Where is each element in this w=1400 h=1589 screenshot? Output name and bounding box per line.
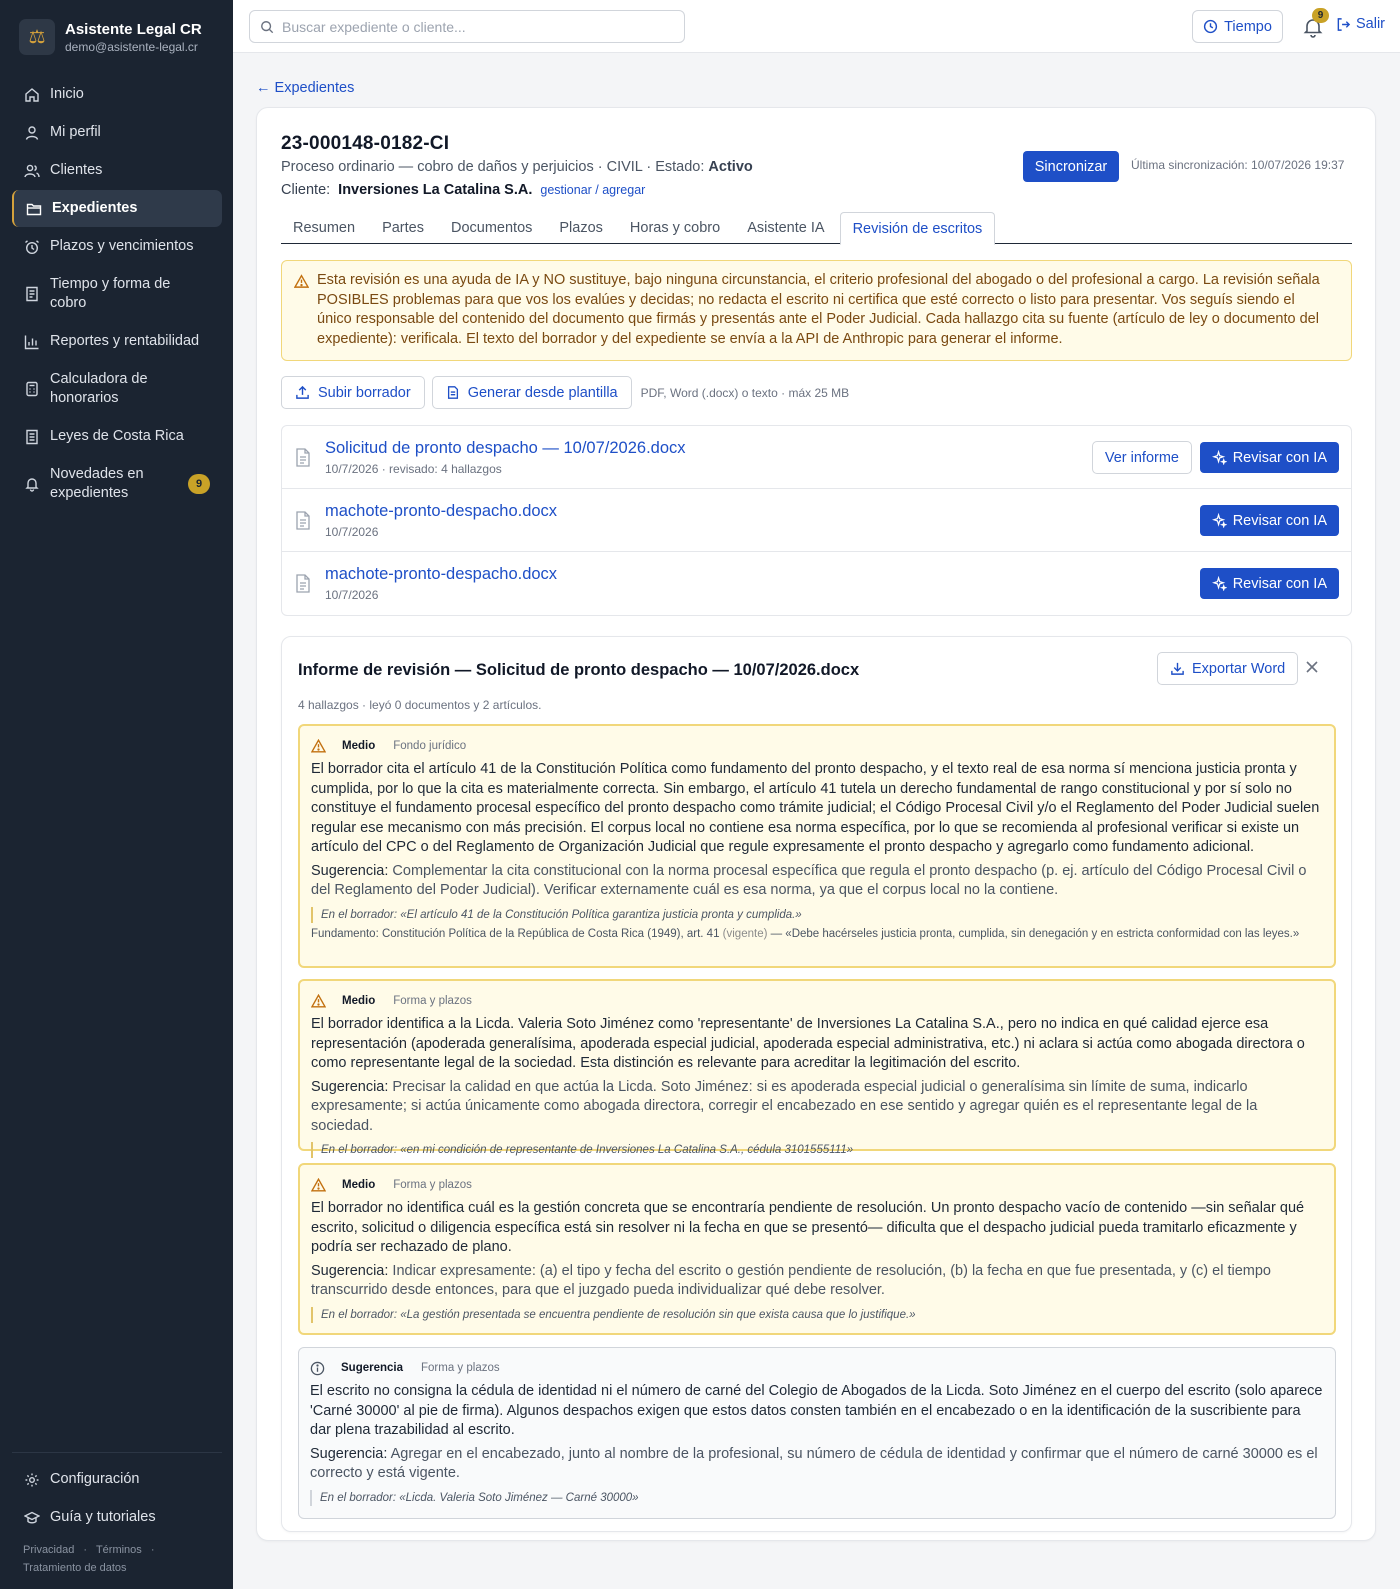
report-title: Informe de revisión — Solicitud de pronto despacho — 10/07/2026.docx bbox=[298, 661, 860, 679]
sidebar-item-tiempo[interactable] bbox=[12, 266, 222, 322]
review-report-panel bbox=[281, 636, 1352, 1532]
sidebar-item-leyes[interactable] bbox=[12, 418, 222, 455]
tab-revision-escritos[interactable]: Revisión de escritos bbox=[840, 212, 996, 245]
sidebar-item-label: Clientes bbox=[50, 162, 103, 178]
file-icon bbox=[295, 511, 311, 530]
search-icon bbox=[260, 20, 274, 34]
finding-quote: En el borrador: «La gestión presentada se encuentra pendiente de resolución sin que exista causa que lo justifique.» bbox=[311, 1307, 1323, 1323]
sidebar-item-perfil[interactable] bbox=[12, 114, 222, 151]
search-box bbox=[249, 10, 685, 43]
case-meta bbox=[281, 159, 753, 175]
generate-from-template-button[interactable] bbox=[432, 376, 632, 409]
warning-icon bbox=[311, 994, 326, 1008]
sidebar-nav bbox=[12, 76, 222, 513]
list-item bbox=[282, 552, 1351, 615]
tab-horas-cobro[interactable]: Horas y cobro bbox=[629, 220, 721, 236]
upload-hint: PDF, Word (.docx) o texto · máx 25 MB bbox=[640, 385, 850, 400]
review-with-ai-button[interactable] bbox=[1200, 505, 1339, 536]
logout-button[interactable] bbox=[1336, 16, 1385, 32]
sidebar-item-label: Calculadora de honorarios bbox=[50, 371, 148, 406]
suggestion-text: Precisar la calidad en que actúa la Licda. Soto Jiménez: si es apoderada especial judicial o generalísima sin límite de suma, indicarlo expresamente; si actúa únicamente como abogada directora, corregir el encabezado en ese sentido y agregar quién es el representante legal de la sociedad. bbox=[311, 1078, 1258, 1134]
sidebar bbox=[0, 0, 233, 1589]
file-name[interactable]: Solicitud de pronto despacho — 10/07/2026.docx bbox=[325, 439, 686, 457]
suggestion-prefix: Sugerencia: bbox=[311, 1078, 389, 1095]
folder-icon bbox=[26, 201, 42, 217]
tab-documentos[interactable]: Documentos bbox=[450, 220, 533, 236]
finding-text: El escrito no consigna la cédula de identidad ni el número de carné del Colegio de Abogados de la Licda. Soto Jiménez en el cuerpo del escrito (solo aparece 'Carné 30000' al pie de firma). Algunos despachos exigen que estos datos consten también en el encabezado o en la identificación de la suscribiente para dar plena trazabilidad al escrito. bbox=[310, 1383, 1323, 1438]
close-icon[interactable] bbox=[1304, 659, 1320, 675]
finding-quote: En el borrador: «en mi condición de representante de Inversiones La Catalina S.A., cédula 3101555111» bbox=[311, 1142, 1323, 1158]
suggestion-text: Indicar expresamente: (a) el tipo y fecha del escrito o gestión pendiente de resolución, (b) la fecha en que fue presentada, y (c) el tiempo transcurrido desde entonces, para que el juzgado pueda individualizar qué debe resolver. bbox=[311, 1262, 1271, 1298]
tab-partes[interactable]: Partes bbox=[382, 220, 424, 236]
notification-badge: 9 bbox=[188, 474, 210, 494]
sidebar-item-label: Inicio bbox=[50, 86, 84, 102]
finding-quote: En el borrador: «Licda. Valeria Soto Jiménez — Carné 30000» bbox=[310, 1490, 1324, 1506]
sidebar-item-plazos[interactable] bbox=[12, 228, 222, 265]
finding-suggestion bbox=[311, 1262, 1323, 1301]
case-tabs bbox=[281, 212, 1352, 244]
finding-header bbox=[310, 1360, 1324, 1376]
file-icon bbox=[295, 448, 311, 467]
finding-suggestion bbox=[311, 862, 1323, 901]
receipt-icon bbox=[24, 286, 40, 302]
user-email: demo@asistente-legal.cr bbox=[65, 39, 198, 54]
generate-from-template-label: Generar desde plantilla bbox=[467, 384, 618, 401]
finding-category: Forma y plazos bbox=[421, 1362, 500, 1374]
case-number: 23-000148-0182-CI bbox=[281, 133, 450, 154]
users-icon bbox=[24, 163, 40, 179]
upload-icon bbox=[295, 385, 310, 400]
logout-label: Salir bbox=[1356, 16, 1386, 32]
terms-link[interactable]: Términos bbox=[95, 1544, 142, 1556]
review-with-ai-label: Revisar con IA bbox=[1232, 512, 1327, 529]
sidebar-item-label: Mi perfil bbox=[50, 124, 101, 140]
export-word-button[interactable] bbox=[1157, 652, 1298, 685]
finding-category: Fondo jurídico bbox=[393, 740, 467, 752]
sidebar-item-calculadora[interactable] bbox=[12, 361, 222, 417]
upload-draft-label: Subir borrador bbox=[318, 384, 411, 401]
back-to-expedientes-link[interactable]: ← Expedientes bbox=[256, 80, 355, 96]
finding-card bbox=[298, 724, 1336, 968]
sparkles-icon bbox=[1212, 450, 1227, 465]
file-meta: 10/7/2026 · revisado: 4 hallazgos bbox=[325, 462, 502, 476]
tab-plazos[interactable]: Plazos bbox=[559, 220, 603, 236]
brand[interactable] bbox=[19, 19, 202, 55]
sidebar-item-label: Reportes y rentabilidad bbox=[50, 333, 200, 349]
suggestion-text: Agregar en el encabezado, junto al nombre de la profesional, su número de cédula de identidad y confirmar que el número de carné 30000 es el correcto y está vigente. bbox=[310, 1445, 1318, 1481]
sidebar-item-guia[interactable] bbox=[12, 1499, 222, 1536]
review-with-ai-button[interactable] bbox=[1200, 568, 1339, 599]
sparkles-icon bbox=[1212, 576, 1227, 591]
tab-resumen[interactable]: Resumen bbox=[293, 220, 356, 236]
finding-suggestion bbox=[311, 1078, 1323, 1137]
review-with-ai-button[interactable] bbox=[1200, 442, 1339, 473]
finding-card bbox=[298, 1347, 1336, 1519]
fundamento-status: (vigente) bbox=[722, 927, 768, 940]
sidebar-item-clientes[interactable] bbox=[12, 152, 222, 189]
finding-text: El borrador cita el artículo 41 de la Constitución Política como fundamento del pronto despacho, y el texto real de esa norma sí menciona justicia pronta y cumplida, por lo que la cita es materialmente correcta. Sin embargo, el artículo 41 tutela un derecho fundamental de rango constitucional y por sí solo no constituye el fundamento procesal específico del pronto despacho como trámite judicial; el Código Procesal Civil y/o el Reglamento del Poder Judicial suelen regular ese mecanismo con más precisión. El corpus local no contiene esa norma específica, por lo que se recomienda al profesional verificar si existe un artículo del CPC o del Reglamento de Organización Judicial que regule expresamente el pronto despacho y agregarlo como fundamento adicional. bbox=[311, 761, 1320, 855]
ai-disclaimer-alert bbox=[281, 260, 1352, 361]
warning-icon bbox=[311, 1178, 326, 1192]
finding-severity: Sugerencia bbox=[341, 1362, 403, 1374]
fundamento-text: Fundamento: Constitución Política de la República de Costa Rica (1949), art. 41 bbox=[311, 927, 723, 940]
sync-button[interactable]: Sincronizar bbox=[1023, 151, 1119, 182]
sidebar-item-expedientes[interactable] bbox=[12, 190, 222, 227]
finding-category: Forma y plazos bbox=[393, 1179, 472, 1191]
time-button-label: Tiempo bbox=[1224, 18, 1272, 35]
bar-chart-icon bbox=[24, 334, 40, 350]
separator: · bbox=[150, 1544, 155, 1556]
report-summary: 4 hallazgos · leyó 0 documentos y 2 artículos. bbox=[298, 698, 542, 712]
suggestion-prefix: Sugerencia: bbox=[311, 1262, 389, 1279]
client-label: Cliente: bbox=[281, 182, 331, 198]
sidebar-item-label: Guía y tutoriales bbox=[50, 1509, 156, 1525]
case-meta-text: Proceso ordinario — cobro de daños y perjuicios · CIVIL · Estado: bbox=[281, 159, 709, 175]
sidebar-item-label: Configuración bbox=[50, 1471, 140, 1487]
view-report-button[interactable]: Ver informe bbox=[1092, 441, 1192, 474]
user-icon bbox=[24, 125, 40, 141]
list-item bbox=[282, 489, 1351, 552]
sidebar-item-label: Tiempo y forma de cobro bbox=[50, 276, 171, 311]
client-name: Inversiones La Catalina S.A. bbox=[338, 182, 533, 198]
topbar bbox=[233, 0, 1400, 53]
finding-text: El borrador no identifica cuál es la gestión concreta que se encontraría pendiente de resolución. Un pronto despacho vacío de contenido —sin señalar qué escrito, solicitud o diligencia específica está sin resolver ni la fecha en que se presentó— dificulta que el despacho judicial pueda tramitarlo eficazmente y podría ser rechazado de plano. bbox=[311, 1200, 1305, 1255]
info-icon bbox=[310, 1361, 325, 1376]
sidebar-item-novedades[interactable] bbox=[12, 456, 222, 512]
search-input[interactable] bbox=[282, 19, 672, 35]
finding-severity: Medio bbox=[342, 1179, 376, 1191]
file-name[interactable]: machote-pronto-despacho.docx bbox=[325, 502, 558, 520]
bell-icon bbox=[24, 476, 40, 492]
home-icon bbox=[24, 87, 40, 103]
sidebar-item-label: Leyes de Costa Rica bbox=[50, 428, 184, 444]
gear-icon bbox=[24, 1472, 40, 1488]
file-meta: 10/7/2026 bbox=[325, 525, 379, 539]
graduation-cap-icon bbox=[24, 1510, 40, 1526]
sidebar-item-label: Plazos y vencimientos bbox=[50, 238, 194, 254]
app-title: Asistente Legal CR bbox=[65, 20, 202, 38]
sidebar-bottom bbox=[12, 1452, 222, 1537]
review-with-ai-label: Revisar con IA bbox=[1232, 575, 1327, 592]
finding-text: El borrador identifica a la Licda. Valeria Soto Jiménez como 'representante' de Inversiones La Catalina S.A., pero no indica en qué calidad ejerce esa representación (apoderada generalísima, apoderada especial judicial, apoderada especial administrativa, etc.) ni aclara si actúa como abogada directora o como representante legal de la sociedad. Esta distinción es relevante para acreditar la legitimación del escrito. bbox=[311, 1016, 1305, 1071]
finding-suggestion bbox=[310, 1445, 1324, 1484]
privacy-link[interactable]: Privacidad bbox=[23, 1544, 75, 1556]
book-icon bbox=[24, 429, 40, 445]
sidebar-item-inicio[interactable] bbox=[12, 76, 222, 113]
upload-row bbox=[281, 376, 849, 409]
upload-draft-button[interactable] bbox=[281, 376, 425, 409]
warning-icon bbox=[311, 739, 326, 753]
document-icon bbox=[446, 385, 460, 400]
review-with-ai-label: Revisar con IA bbox=[1232, 449, 1327, 466]
finding-card bbox=[298, 1163, 1336, 1335]
tab-asistente-ia[interactable]: Asistente IA bbox=[747, 220, 825, 236]
footer-links bbox=[23, 1541, 213, 1577]
calculator-icon bbox=[24, 381, 40, 397]
time-button[interactable] bbox=[1192, 10, 1283, 43]
warning-icon bbox=[294, 274, 309, 289]
data-treatment-link[interactable]: Tratamiento de datos bbox=[23, 1562, 127, 1574]
file-icon bbox=[295, 574, 311, 593]
fundamento-quote: — «Debe hacérseles justicia pronta, cumplida, sin denegación y en estricta conformidad con las leyes.» bbox=[767, 927, 1300, 940]
case-client bbox=[281, 182, 645, 198]
sidebar-item-label: Novedades en expedientes bbox=[50, 466, 144, 501]
sidebar-item-reportes[interactable] bbox=[12, 323, 222, 360]
separator: · bbox=[83, 1544, 88, 1556]
finding-header bbox=[311, 993, 1323, 1009]
logout-icon bbox=[1336, 17, 1351, 32]
list-item bbox=[282, 426, 1351, 489]
finding-severity: Medio bbox=[342, 995, 376, 1007]
case-status: Activo bbox=[708, 159, 753, 175]
download-icon bbox=[1170, 661, 1185, 676]
disclaimer-text: Esta revisión es una ayuda de IA y NO sustituye, bajo ninguna circunstancia, el criterio profesional del abogado o del profesional a cargo. La revisión señala POSIBLES problemas para que vos los evalúes y decidas; no redacta el escrito ni certifica que esté correcto o listo para presentar. Vos seguís siendo el único responsable del contenido del documento que firmás y presentás ante el Poder Judicial. Cada hallazgo cita su fuente (artículo de ley o documento del expediente): verificala. El texto del borrador y del expediente se envía a la API de Anthropic para generar el informe. bbox=[317, 272, 1320, 347]
case-card bbox=[256, 107, 1376, 1541]
scales-logo-icon: ⚖ bbox=[19, 19, 55, 55]
finding-header bbox=[311, 738, 1323, 754]
manage-client-link[interactable]: gestionar / agregar bbox=[540, 183, 646, 197]
sidebar-item-label: Expedientes bbox=[52, 200, 138, 216]
suggestion-prefix: Sugerencia: bbox=[310, 1445, 388, 1462]
file-meta: 10/7/2026 bbox=[325, 588, 379, 602]
sidebar-item-configuracion[interactable] bbox=[12, 1461, 222, 1498]
draft-file-list bbox=[281, 425, 1352, 616]
finding-header bbox=[311, 1177, 1323, 1193]
finding-severity: Medio bbox=[342, 740, 376, 752]
last-sync-text: Última sincronización: 10/07/2026 19:37 bbox=[1131, 158, 1345, 172]
export-word-label: Exportar Word bbox=[1192, 660, 1286, 677]
finding-quote: En el borrador: «El artículo 41 de la Constitución Política garantiza justicia pronta y cumplida.» bbox=[311, 907, 1323, 923]
clock-icon bbox=[1203, 19, 1218, 34]
suggestion-prefix: Sugerencia: bbox=[311, 862, 389, 879]
suggestion-text: Complementar la cita constitucional con la norma procesal específica que regula el pronto despacho (p. ej. artículo del Código Procesal Civil o del Reglamento del Poder Judicial). Verificar externamente cuál es esa norma, ya que el corpus local no la contiene. bbox=[311, 862, 1307, 898]
file-name[interactable]: machote-pronto-despacho.docx bbox=[325, 565, 558, 583]
notifications-count-badge: 9 bbox=[1312, 8, 1329, 23]
finding-card bbox=[298, 979, 1336, 1156]
alarm-clock-icon bbox=[24, 239, 40, 255]
sparkles-icon bbox=[1212, 513, 1227, 528]
finding-category: Forma y plazos bbox=[393, 995, 472, 1007]
finding-fundamento bbox=[311, 926, 1323, 942]
